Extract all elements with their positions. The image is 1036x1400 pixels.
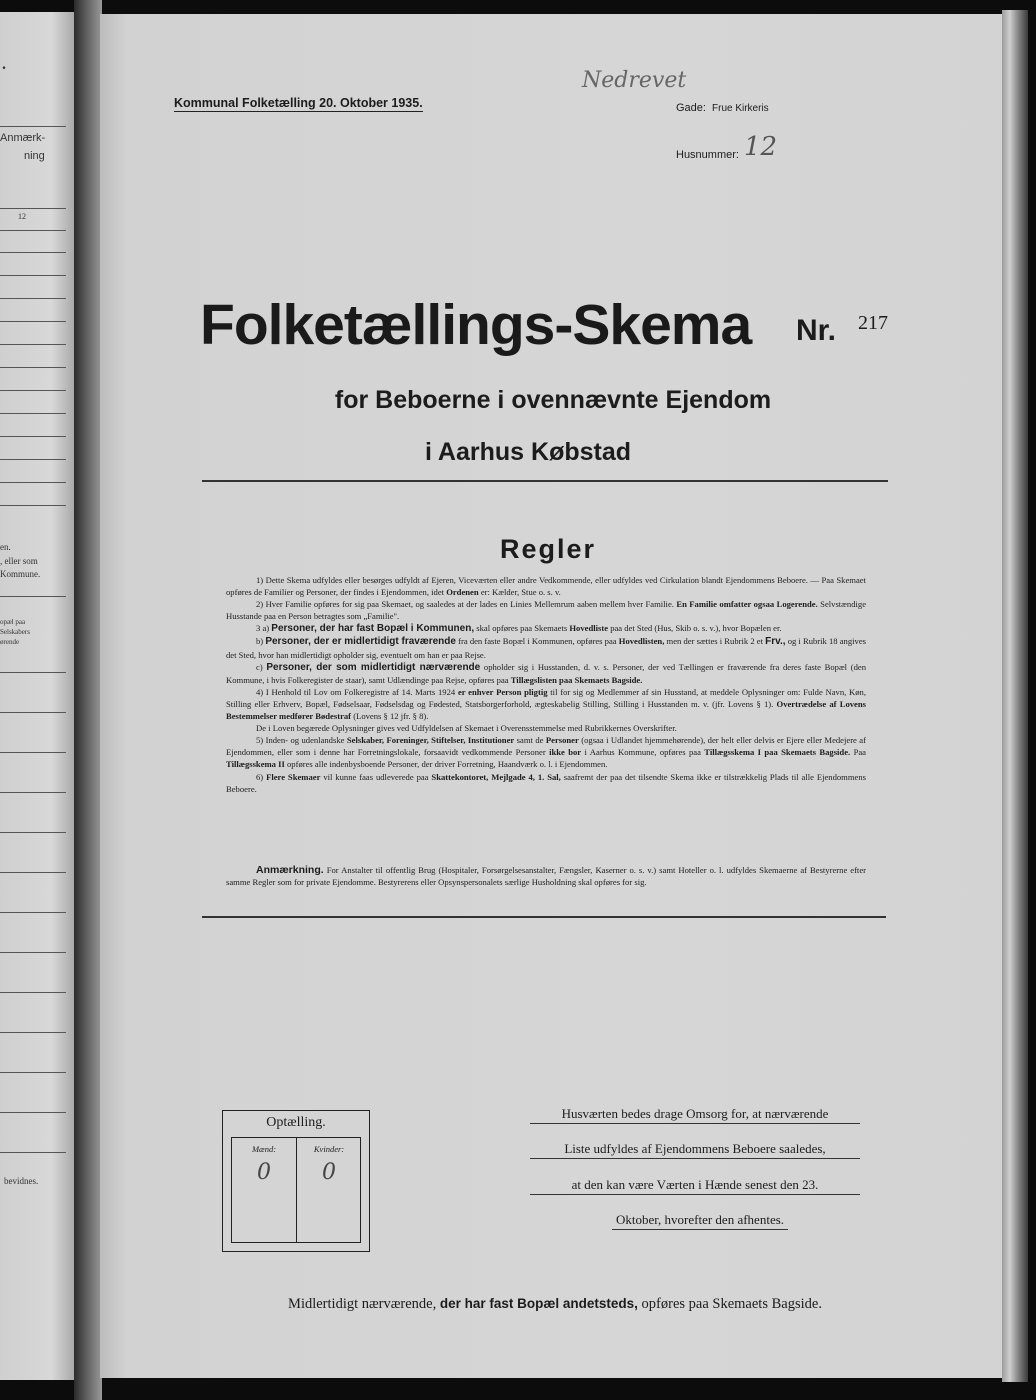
rule-2: 2) Hver Familie opføres for sig paa Skemaet, og saaledes at der lades en Linies Mellemrum aaben mellem hver Familie. En Familie omfatter ogsaa Logerende. Selvstændige Husstande paa en Person betragtes som „Familie". xyxy=(226,599,867,622)
host-notice-line: Liste udfyldes af Ejendommens Beboere saaledes, xyxy=(530,1141,860,1159)
count-table xyxy=(231,1137,361,1243)
remark-note xyxy=(226,864,866,888)
left-page-text: bevidnes. xyxy=(4,1176,39,1186)
left-page-rule xyxy=(0,482,66,483)
women-count: 0 xyxy=(322,1160,336,1185)
left-page-fragment xyxy=(0,12,74,1380)
rule-3c: c) Personer, der som midlertidigt nærværende opholder sig i Husstanden, d. v. s. Personer, der ved Tællingen er fraværende fra deres faste Bopæl (den Kommune, i hvis Folkeregister de staar), samt Udlændinge paa Rejse, opføres paa Tillægslisten paa Skemaets Bagside. xyxy=(226,661,866,685)
left-page-rule xyxy=(0,872,66,873)
left-page-rule xyxy=(0,459,66,460)
left-page-rule xyxy=(0,596,66,597)
left-page-text: en. xyxy=(0,542,11,552)
left-page-rule xyxy=(0,792,66,793)
rule-3b: b) Personer, der er midlertidigt fraværende fra den faste Bopæl i Kommunen, opføres paa Hovedlisten, men der sættes i Rubrik 2 et Frv., og i Rubrik 18 angives det Sted, hvor han midlertidigt opholder sig, eventuelt om han er paa Rejse. xyxy=(226,636,866,660)
left-page-rule xyxy=(0,436,66,437)
host-notice-line: Oktober, hvorefter den afhentes. xyxy=(612,1212,788,1230)
rule-6: 6) Flere Skemaer vil kunne faas udleverede paa Skattekontoret, Mejlgade 4, 1. Sal, saafremt der paa det tilsendte Skema ikke er tilstrækkelig Plads til alle Ejendommens Beboere. xyxy=(226,771,867,794)
left-page-text: ørende xyxy=(0,638,20,646)
left-page-rule xyxy=(0,367,66,368)
left-page-mark: . xyxy=(2,56,6,73)
women-column xyxy=(296,1138,361,1242)
form-number-label: Nr. xyxy=(796,314,837,347)
remark-label: Anmærkning. xyxy=(256,864,324,876)
left-page-rule xyxy=(0,413,66,414)
left-page-text: Selskabers xyxy=(0,628,30,636)
count-box xyxy=(222,1110,370,1252)
form-subtitle-city: i Aarhus Købstad xyxy=(424,438,632,466)
rule-1: 1) Dette Skema udfyldes eller besørges udfyldt af Ejeren, Viceværten eller andre Vedkommende, eller udfyldes ved Cirkulation blandt Ejendommens Beboere. — Paa Skemaet opføres de Familier og Personer, der findes i Ejendommen, idet Ordenen er: Kælder, Stue o. s. v. xyxy=(226,575,866,598)
page-edge xyxy=(1002,10,1028,1382)
left-page-rule xyxy=(0,505,66,506)
left-page-rule xyxy=(0,912,66,913)
house-number-value: 12 xyxy=(744,132,778,162)
left-page-rule xyxy=(0,298,66,299)
left-page-rule xyxy=(0,992,66,993)
left-page-column-number: 12 xyxy=(18,212,26,221)
divider xyxy=(202,916,886,918)
book-gutter xyxy=(74,0,102,1400)
left-page-rule xyxy=(0,252,66,253)
count-title: Optælling. xyxy=(266,1115,326,1130)
street-value: Frue Kirkeris xyxy=(712,103,769,114)
host-notice-line: at den kan være Værten i Hænde senest den 23. xyxy=(530,1177,860,1195)
street-label: Gade: xyxy=(676,102,706,114)
left-page-rule xyxy=(0,208,66,209)
left-page-rule xyxy=(0,712,66,713)
left-page-rule xyxy=(0,321,66,322)
rule-3a: 3 a) Personer, der har fast Bopæl i Kommunen, skal opføres paa Skemaets Hovedliste paa det Sted (Hus, Skib o. s. v.), hvor Bopælen er. xyxy=(256,623,782,635)
left-page-rule xyxy=(0,832,66,833)
left-page-text: opæl paa xyxy=(0,618,26,626)
left-page-rule xyxy=(0,1152,66,1153)
left-page-rule xyxy=(0,752,66,753)
rules-text xyxy=(226,574,866,795)
handwritten-note: Nedrevet xyxy=(582,68,687,93)
footer-note xyxy=(100,1296,1006,1313)
host-notice-line: Husværten bedes drage Omsorg for, at nærværende xyxy=(530,1106,860,1124)
form-subtitle: for Beboerne i ovennævnte Ejendom xyxy=(334,386,772,414)
census-header: Kommunal Folketælling 20. Oktober 1935. xyxy=(174,96,423,110)
census-form-page xyxy=(100,14,1006,1378)
left-page-rule xyxy=(0,1032,66,1033)
left-page-rule xyxy=(0,1072,66,1073)
left-page-rule xyxy=(0,952,66,953)
left-page-rule xyxy=(0,390,66,391)
left-page-rule xyxy=(0,1112,66,1113)
rule-5: 5) Inden- og udenlandske Selskaber, Foreninger, Stiftelser, Institutioner samt de Personer (ogsaa i Udlandet hjemmehørende), der helt eller delvis er Ejere eller Medejere af Ejendommen, eller som i denne har Forretningslokale, forsaavidt vedkommende Personer ikke bor i Aarhus Kommune, opføres paa Tillægsskema I paa Skemaets Bagside. Paa Tillægsskema II opføres alle indenbysboende Personer, der driver Forretning, Haandværk o. l. i Ejendommen. xyxy=(226,735,866,770)
left-page-rule xyxy=(0,126,66,127)
form-number-value: 217 xyxy=(858,312,888,334)
left-page-rule xyxy=(0,672,66,673)
rule-4-note: De i Loven begærede Oplysninger gives ved Udfyldelsen af Skemaet i Overensstemmelse med Rubrikkernes Overskrifter. xyxy=(256,723,677,734)
left-page-rule xyxy=(0,230,66,231)
remark-text: For Anstalter til offentlig Brug (Hospitaler, Forsørgelsesanstalter, Fængsler, Kaserner o. s. v.) samt Hoteller o. l. udfyldes Skemaerne af Bestyrerne efter samme Regler som for private Ejendomme. Bestyrerens eller Opsynspersonalets særlige Husholdning skal opføres for sig. xyxy=(226,865,866,888)
rule-4: 4) I Henhold til Lov om Folkeregistre af 14. Marts 1924 er enhver Person pligtig til for sig og Medlemmer af sin Husstand, at meddele Oplysninger om: Fulde Navn, Køn, Stilling eller Erhverv, Bopæl, Fødselsaar, Fødselsdag og Fødested, Statsborgerforhold, ægteskabelig Stilling, Stilling i Husstanden m. v. (jfr. Lovens § 1). Overtrædelse af Lovens Bestemmelser medfører Bødestraf (Lovens § 12 jfr. § 8). xyxy=(226,686,866,722)
left-page-heading-line2: ning xyxy=(24,150,45,162)
left-page-text: , eller som xyxy=(0,556,38,566)
footer-part-bold: der har fast Bopæl andetsteds, xyxy=(439,1296,638,1311)
divider xyxy=(202,480,888,482)
men-count: 0 xyxy=(257,1160,271,1185)
left-page-rule xyxy=(0,344,66,345)
house-number-label: Husnummer: xyxy=(676,149,739,161)
men-label: Mænd: xyxy=(251,1144,277,1154)
rules-heading: Regler xyxy=(499,534,597,564)
left-page-heading-line1: Anmærk- xyxy=(0,132,46,144)
left-page-rule xyxy=(0,275,66,276)
left-page-text: Kommune. xyxy=(0,569,41,579)
footer-part: opføres paa Skemaets Bagside. xyxy=(641,1296,822,1312)
form-title: Folketællings-Skema xyxy=(200,293,752,357)
women-label: Kvinder: xyxy=(313,1144,345,1154)
men-column xyxy=(232,1138,296,1242)
footer-part: Midlertidigt nærværende, xyxy=(288,1296,437,1312)
